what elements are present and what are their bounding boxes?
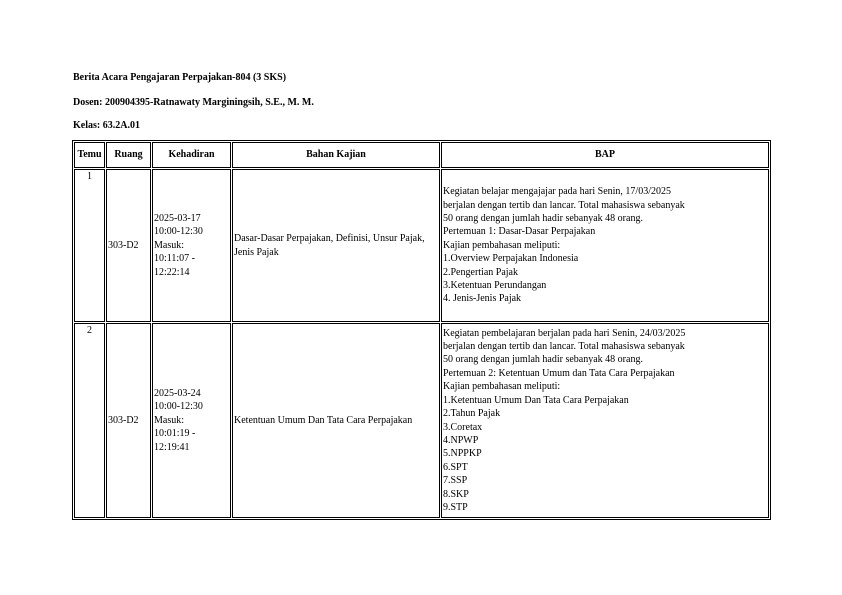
bap-line: 3.Ketentuan Perundangan [443, 280, 547, 292]
attendance-label: Masuk: [154, 239, 184, 251]
bap-line: 3.Coretax [443, 421, 483, 433]
attendance-in-time: 10:11:07 - [154, 253, 196, 265]
table-header-row [74, 142, 769, 168]
column-header-bahan-kajian: Bahan Kajian [232, 142, 440, 168]
bap-line: Kajian pembahasan meliputi: [443, 381, 561, 393]
bap-line: 2.Tahun Pajak [443, 408, 501, 420]
lecturer-line: Dosen: 200904395-Ratnawaty Marginingsih, S.E., M. M. [73, 97, 314, 108]
attendance-cell [152, 323, 231, 518]
bap-cell [441, 169, 769, 322]
bap-line: Pertemuan 1: Dasar-Dasar Perpajakan [443, 226, 596, 238]
attendance-schedule: 10:00-12:30 [154, 226, 203, 238]
attendance-schedule: 10:00-12:30 [154, 401, 203, 413]
attendance-out-time: 12:22:14 [154, 266, 190, 278]
room-cell: 303-D2 [106, 169, 151, 322]
attendance-table [72, 140, 771, 520]
class-line: Kelas: 63.2A.01 [73, 120, 140, 131]
attendance-cell [152, 169, 231, 322]
bap-line: 50 orang dengan jumlah hadir sebanyak 48 orang. [443, 354, 643, 366]
column-header-temu: Temu [74, 142, 105, 168]
room-cell: 303-D2 [106, 323, 151, 518]
bap-line: 9.STP [443, 501, 468, 513]
table-row [74, 169, 769, 322]
bap-line: 1.Ketentuan Umum Dan Tata Cara Perpajakan [443, 394, 629, 406]
table-row [74, 323, 769, 518]
bap-line: 6.SPT [443, 461, 468, 473]
bap-line: Kajian pembahasan meliputi: [443, 239, 561, 251]
bap-line: berjalan dengan tertib dan lancar. Total mahasiswa sebanyak [443, 199, 685, 211]
bap-line: 2.Pengertian Pajak [443, 266, 518, 278]
topic-cell: Ketentuan Umum Dan Tata Cara Perpajakan [232, 323, 440, 518]
attendance-out-time: 12:19:41 [154, 441, 190, 453]
column-header-bap: BAP [441, 142, 769, 168]
bap-line: 5.NPPKP [443, 448, 482, 460]
topic-cell: Dasar-Dasar Perpajakan, Definisi, Unsur Pajak, Jenis Pajak [232, 169, 440, 322]
bap-line: Kegiatan pembelajaran berjalan pada hari Senin, 24/03/2025 [443, 327, 686, 339]
column-header-ruang: Ruang [106, 142, 151, 168]
bap-line: 7.SSP [443, 475, 468, 487]
meeting-number: 2 [74, 323, 105, 518]
bap-line: Pertemuan 2: Ketentuan Umum dan Tata Cara Perpajakan [443, 367, 675, 379]
attendance-date: 2025-03-24 [154, 387, 201, 399]
bap-line: Kegiatan belajar mengajajar pada hari Senin, 17/03/2025 [443, 186, 671, 198]
attendance-date: 2025-03-17 [154, 212, 201, 224]
bap-line: 50 orang dengan jumlah hadir sebanyak 48 orang. [443, 212, 643, 224]
column-header-kehadiran: Kehadiran [152, 142, 231, 168]
document-title: Berita Acara Pengajaran Perpajakan-804 (3 SKS) [73, 72, 287, 83]
attendance-in-time: 10:01:19 - [154, 428, 196, 440]
bap-line: 4. Jenis-Jenis Pajak [443, 293, 522, 305]
bap-line: 1.Overview Perpajakan Indonesia [443, 253, 579, 265]
bap-line: berjalan dengan tertib dan lancar. Total mahasiswa sebanyak [443, 341, 685, 353]
attendance-label: Masuk: [154, 414, 184, 426]
meeting-number: 1 [74, 169, 105, 322]
bap-line: 4.NPWP [443, 434, 479, 446]
bap-line: 8.SKP [443, 488, 469, 500]
bap-cell [441, 323, 769, 518]
